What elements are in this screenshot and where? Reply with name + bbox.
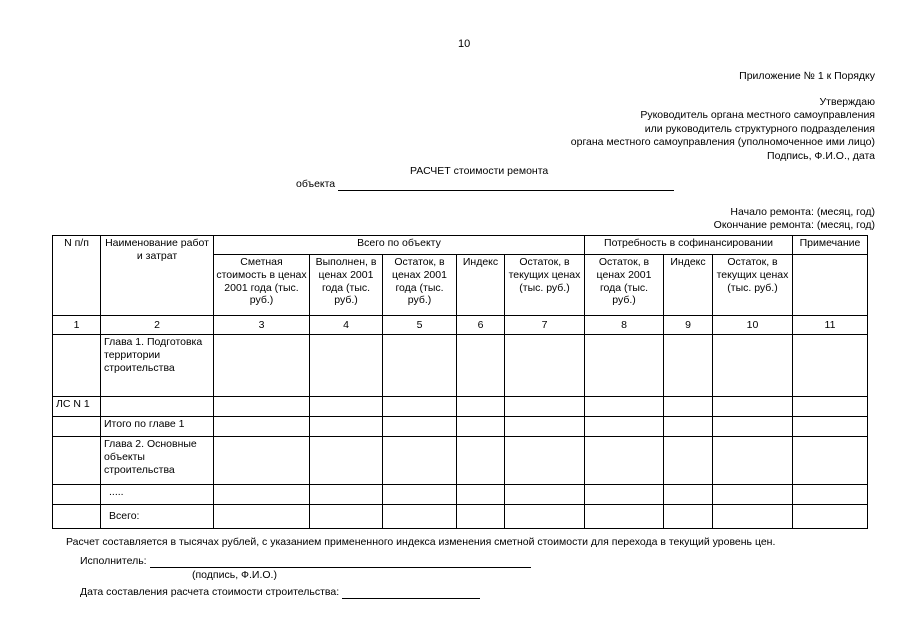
column-number-row: [53, 316, 868, 335]
column-number: 10: [713, 316, 793, 335]
row-n: [53, 485, 101, 505]
row-n: [53, 437, 101, 485]
calculation-note: Расчет составляется в тысячах рублей, с указанием примененного индекса изменения сметной стоимости для перехода в текущий уровень цен.: [66, 536, 776, 548]
date-row: [80, 586, 480, 599]
date-label: Дата составления расчета стоимости строительства:: [80, 586, 340, 598]
header-note: Примечание: [793, 236, 868, 255]
column-number: 11: [793, 316, 868, 335]
row-n: [53, 335, 101, 397]
approve-line: Подпись, Ф.И.О., дата: [767, 149, 875, 162]
header-note-empty: [793, 255, 868, 316]
row-name: Итого по главе 1: [101, 417, 214, 437]
executor-row: [80, 555, 531, 568]
header-n: N п/п: [53, 236, 101, 316]
column-number: 8: [585, 316, 664, 335]
object-underline: [338, 180, 674, 191]
row-name: Глава 1. Подготовка территории строительства: [101, 335, 214, 397]
header-index: Индекс: [457, 255, 505, 316]
row-n: [53, 505, 101, 529]
column-number: 4: [310, 316, 383, 335]
approval-block: [571, 96, 875, 163]
column-number: 9: [664, 316, 713, 335]
repair-dates: [714, 206, 875, 232]
header-cofin-remainder-2001: Остаток, в ценах 2001 года (тыс. руб.): [585, 255, 664, 316]
cost-calculation-table: [52, 235, 868, 529]
header-remainder-current: Остаток, в текущих ценах (тыс. руб.): [505, 255, 585, 316]
column-number: 6: [457, 316, 505, 335]
header-remainder-2001: Остаток, в ценах 2001 года (тыс. руб.): [383, 255, 457, 316]
column-number: 5: [383, 316, 457, 335]
table-row: [53, 437, 868, 485]
header-total-group: Всего по объекту: [214, 236, 585, 255]
column-number: 2: [101, 316, 214, 335]
approve-line: Утверждаю: [819, 96, 875, 108]
row-n: [53, 417, 101, 437]
repair-start: Начало ремонта: (месяц, год): [730, 206, 875, 218]
row-name: Глава 2. Основные объекты строительства: [101, 437, 214, 485]
table-row: [53, 417, 868, 437]
executor-underline: [150, 557, 531, 568]
table-row: [53, 485, 868, 505]
column-number: 3: [214, 316, 310, 335]
table-row: [53, 505, 868, 529]
row-n: ЛС N 1: [53, 397, 101, 417]
object-label: объекта: [296, 178, 336, 190]
header-cofin-remainder-current: Остаток, в текущих ценах (тыс. руб.): [713, 255, 793, 316]
header-cofin-group: Потребность в софинансировании: [585, 236, 793, 255]
header-estimated-cost: Сметная стоимость в ценах 2001 года (тыс. руб.): [214, 255, 310, 316]
date-underline: [342, 588, 480, 599]
row-name: [101, 397, 214, 417]
object-row: [296, 178, 674, 191]
column-number: 7: [505, 316, 585, 335]
repair-end: Окончание ремонта: (месяц, год): [713, 218, 875, 231]
header-completed: Выполнен, в ценах 2001 года (тыс. руб.): [310, 255, 383, 316]
header-cofin-index: Индекс: [664, 255, 713, 316]
document-title: РАСЧЕТ стоимости ремонта: [410, 165, 549, 177]
appendix-reference: Приложение № 1 к Порядку: [739, 70, 875, 82]
approve-line: органа местного самоуправления (уполномоченное ими лицо): [570, 136, 875, 149]
column-number: 1: [53, 316, 101, 335]
table-row: [53, 397, 868, 417]
table-row: [53, 335, 868, 397]
approve-line: или руководитель структурного подразделения: [644, 122, 875, 135]
row-name: .....: [101, 485, 214, 505]
row-name: Всего:: [101, 505, 214, 529]
page-number: 10: [458, 38, 471, 50]
executor-label: Исполнитель:: [80, 555, 147, 567]
signature-hint: (подпись, Ф.И.О.): [192, 569, 277, 581]
header-name: Наименование работ и затрат: [101, 236, 214, 316]
approve-line: Руководитель органа местного самоуправления: [640, 109, 875, 122]
